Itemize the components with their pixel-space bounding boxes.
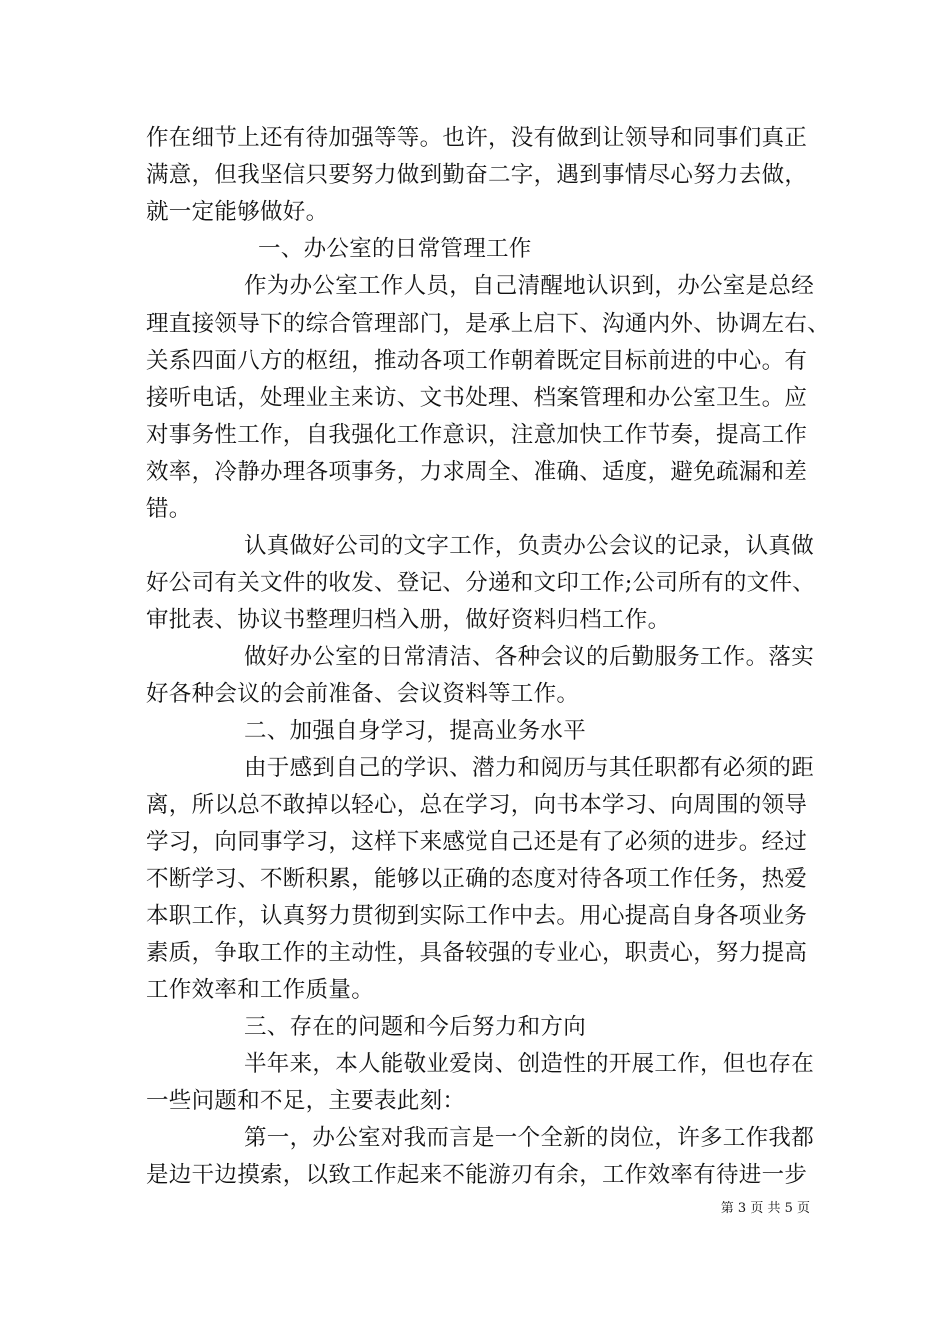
text-line: 作为办公室工作人员，自己清醒地认识到，办公室是总经 <box>244 273 815 299</box>
section-heading: 一、办公室的日常管理工作 <box>258 236 532 262</box>
text-line: 作在细节上还有待加强等等。也许，没有做到让领导和同事们真正 <box>146 125 808 151</box>
text-line: 错。 <box>146 496 192 522</box>
text-line: 第一，办公室对我而言是一个全新的岗位，许多工作我都 <box>244 1125 815 1151</box>
text-line: 一些问题和不足，主要表此刻： <box>146 1088 466 1114</box>
text-line: 做好办公室的日常清洁、各种会议的后勤服务工作。落实 <box>244 644 815 670</box>
text-line: 就一定能够做好。 <box>146 199 329 225</box>
text-line: 本职工作，认真努力贯彻到实际工作中去。用心提高自身各项业务 <box>146 903 808 929</box>
text-line: 对事务性工作，自我强化工作意识，注意加快工作节奏，提高工作 <box>146 422 808 448</box>
text-line: 由于感到自己的学识、潜力和阅历与其任职都有必须的距 <box>244 755 815 781</box>
text-line: 学习，向同事学习，这样下来感觉自己还是有了必须的进步。经过 <box>146 829 808 855</box>
text-line: 半年来，本人能敬业爱岗、创造性的开展工作，但也存在 <box>244 1051 815 1077</box>
section-heading: 三、存在的问题和今后努力和方向 <box>244 1014 587 1040</box>
text-line: 审批表、协议书整理归档入册，做好资料归档工作。 <box>146 607 671 633</box>
text-line: 好各种会议的会前准备、会议资料等工作。 <box>146 681 580 707</box>
text-line: 理直接领导下的综合管理部门，是承上启下、沟通内外、协调左右、 <box>146 311 831 337</box>
page-number: 第 3 页 共 5 页 <box>720 1201 810 1216</box>
text-line: 不断学习、不断积累，能够以正确的态度对待各项工作任务，热爱 <box>146 866 808 892</box>
text-line: 接听电话，处理业主来访、文书处理、档案管理和办公室卫生。应 <box>146 385 808 411</box>
text-line: 关系四面八方的枢纽，推动各项工作朝着既定目标前进的中心。有 <box>146 348 808 374</box>
text-line: 素质，争取工作的主动性，具备较强的专业心，职责心，努力提高 <box>146 940 808 966</box>
text-line: 好公司有关文件的收发、登记、分递和文印工作;公司所有的文件、 <box>146 570 816 596</box>
text-line: 工作效率和工作质量。 <box>146 977 375 1003</box>
text-line: 离，所以总不敢掉以轻心，总在学习，向书本学习、向周围的领导 <box>146 792 808 818</box>
section-heading: 二、加强自身学习，提高业务水平 <box>244 718 587 744</box>
text-line: 满意，但我坚信只要努力做到勤奋二字，遇到事情尽心努力去做， <box>146 162 808 188</box>
text-line: 是边干边摸索，以致工作起来不能游刃有余，工作效率有待进一步 <box>146 1162 808 1188</box>
text-line: 效率，冷静办理各项事务，力求周全、准确、适度，避免疏漏和差 <box>146 459 808 485</box>
text-line: 认真做好公司的文字工作，负责办公会议的记录，认真做 <box>244 533 815 559</box>
